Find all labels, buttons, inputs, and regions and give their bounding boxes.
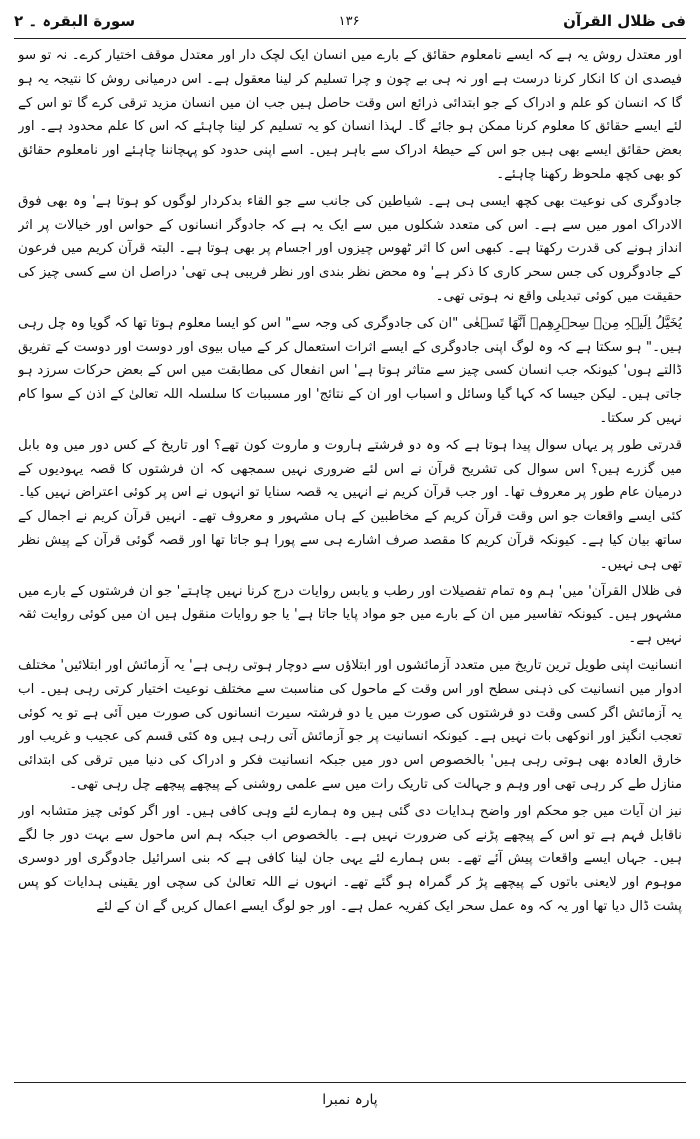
page-header xyxy=(14,4,686,38)
paragraph-3-quran-quote: یُخَیَّلُ اِلَیۡہِ مِنۡ سِحۡرِهِمۡ اَنَّهَا تَسۡعٰی "ان کی جادوگری کی وجہ سے" اس کو ایسا معلوم ہوتا تھا کہ گویا وہ چل رہی ہیں۔" ہو سکتا ہے کہ وہ لوگ اپنی جادوگری کے ایسے اثرات استعمال کر کے میاں بیوی اور دوست اور دوست کے تفریق ڈالتے ہوں' کیونکہ جب انسان کسی چیز سے متاثر ہوتا ہے' اس انفعال کی مطابقت میں اس کے بعض حرکات سرزد ہو جاتی ہیں۔ لیکن جیسا کہ کہا گیا وسائل و اسباب اور ان کے نتائج' اور مسببات کا سلسلہ اللہ تعالیٰ کے اذن کے سوا کام نہیں کر سکتا۔ xyxy=(18,315,682,426)
surah-title: سورة البقرہ ۔ ۲ xyxy=(14,12,136,30)
footer-divider xyxy=(14,1082,686,1083)
header-divider xyxy=(14,38,686,39)
paragraph-2: جادوگری کی نوعیت بھی کچھ ایسی ہی ہے۔ شیاطین کی جانب سے جو القاء بدکردار لوگوں کو ہوتا ہے' وہ بھی فوق الادراک امور میں سے ہے۔ اس کی متعدد شکلوں میں سے ایک یہ ہے کہ جادوگر انسانوں کے حواس اور خیالات پر اثر انداز ہونے کی قدرت رکھتا ہے۔ کبھی اس کا اثر ٹھوس چیزوں اور اجسام پر بھی ہوتا ہے۔ البتہ قرآن کریم میں فرعون کے جادوگروں کی جس سحر کاری کا ذکر ہے' وہ محض نظر بندی اور نظر فریبی ہی تھی' دراصل ان سے کسی چیز کی حقیقت میں کوئی تبدیلی واقع نہ ہوتی تھی۔ xyxy=(18,193,682,304)
paragraph-5: فی ظلال القرآن' میں' ہم وہ تمام تفصیلات اور رطب و یابس روایات درج کرنا نہیں چاہتے' جو ان فرشتوں کے بارے میں مشہور ہیں۔ کیونکہ تفاسیر میں ان کے بارے میں جو مواد پایا جاتا ہے' یا جو روایات منقول ہیں ان میں کوئی روایت ثقہ نہیں ہے۔ xyxy=(18,583,682,647)
paragraph-6: انسانیت اپنی طویل ترین تاریخ میں متعدد آزمائشوں اور ابتلاؤں سے دوچار ہوتی رہی ہے' یہ آزمائش اور ابتلائیں' مختلف ادوار میں انسانیت کی ذہنی سطح اور اس وقت کے ماحول کی مناسبت سے مختلف نوعیت اختیار کرتی رہی ہیں۔ اب یہ آزمائش اگر کسی وقت دو فرشتوں کی صورت میں یا دو فرشتہ سیرت انسانوں کی صورت میں آئی ہے تو یہ کوئی تعجب انگیز اور انوکھی بات نہیں ہے۔ کیونکہ انسانیت پر جو آزمائش آتی رہی ہیں وہ کئی قسم کی عجیب و غریب اور خارق العادہ بھی ہوتی رہی ہیں' بالخصوص اس دور میں جبکہ انسانیت فکر و ادراک کی دنیا میں ترقی کی ابتدائی منازل طے کر رہی تھی اور وہم و جہالت کی تاریک رات میں سے علمی روشنی کے پیچھے پیچھے چل رہی تھی۔ xyxy=(18,657,682,792)
paragraph-4: قدرتی طور پر یہاں سوال پیدا ہوتا ہے کہ وہ دو فرشتے ہاروت و ماروت کون تھے؟ اور تاریخ کے کس دور میں وہ بابل میں گزرے ہیں؟ اس سوال کی تشریح قرآن نے اس لئے ضروری نہیں سمجھی کہ ان فرشتوں کا قصہ یہودیوں کے درمیان عام طور پر معروف تھا۔ اور جب قرآن کریم نے انہیں یہ قصہ سنایا تو انہوں نے اس پر کوئی اعتراض نہیں کیا۔ کئی ایسے واقعات جو اس وقت قرآن کریم کے مخاطبین کے ہاں مشہور و معروف تھے۔ انہیں قرآن کریم نے اجمال کے ساتھ بیان کیا ہے۔ کیونکہ قرآن کریم کا مقصد صرف اشارے ہی سے پورا ہو جاتا تھا اور قصہ گوئی قرآن کے پیش نظر تھی ہی نہیں۔ xyxy=(18,437,682,572)
paragraph-1: اور معتدل روش یہ ہے کہ ایسے نامعلوم حقائق کے بارے میں انسان ایک لچک دار اور معتدل موقف اختیار کرے۔ نہ تو سو فیصدی ان کا انکار کرنا درست ہے اور نہ ہی بے چون و چرا تسلیم کر لینا معقول ہے۔ اس درمیانی روش کا نتیجہ یہ ہو گا کہ انسان کو علم و ادراک کے جو ابتدائی ذرائع اس وقت حاصل ہیں جب ان میں انسان مزید ترقی کرے گا تو اس کے لئے ایسے حقائق کا معلوم کرنا ممکن ہو جائے گا۔ لہذا انسان کو یہ تسلیم کر لینا چاہئے کہ اس کا علم محدود ہے۔ اور بعض حقائق ایسے بھی ہیں جو اس کے حیطۂ ادراک سے باہر ہیں۔ اسے اپنی حدود کو پہچاننا چاہئے اور نامعلوم حقائق کو بھی کچھ ملحوظ رکھنا چاہئے۔ xyxy=(18,48,682,182)
page-footer xyxy=(0,1092,700,1122)
book-title: فی ظلال القرآن xyxy=(563,12,686,30)
part-label: پارہ نمبرا xyxy=(322,1092,378,1108)
page-body xyxy=(18,44,682,1054)
page-number: ۱۳۶ xyxy=(338,13,360,29)
paragraph-7: نیز ان آیات میں جو محکم اور واضح ہدایات دی گئی ہیں وہ ہمارے لئے وہی کافی ہیں۔ اور اگر کوئی چیز متشابہ اور ناقابل فہم ہے تو اس کے پیچھے پڑنے کی ضرورت نہیں ہے۔ بالخصوص اب جبکہ ہم اس ماحول سے بہت دور جا لگے ہیں۔ جہاں ایسے واقعات پیش آئے تھے۔ بس ہمارے لئے یہی جان لینا کافی ہے کہ بنی اسرائیل جادوگری اور دوسری موہوم اور لایعنی باتوں کے پیچھے پڑ کر گمراہ ہو گئے تھے۔ انہوں نے اللہ تعالیٰ کی سچی اور یقینی ہدایات کو پس پشت ڈال دیا تھا اور یہ کہ وہ عمل سحر ایک کفریہ عمل ہے۔ اور جو لوگ ایسے اعمال کریں گے ان کے لئے xyxy=(18,803,682,914)
